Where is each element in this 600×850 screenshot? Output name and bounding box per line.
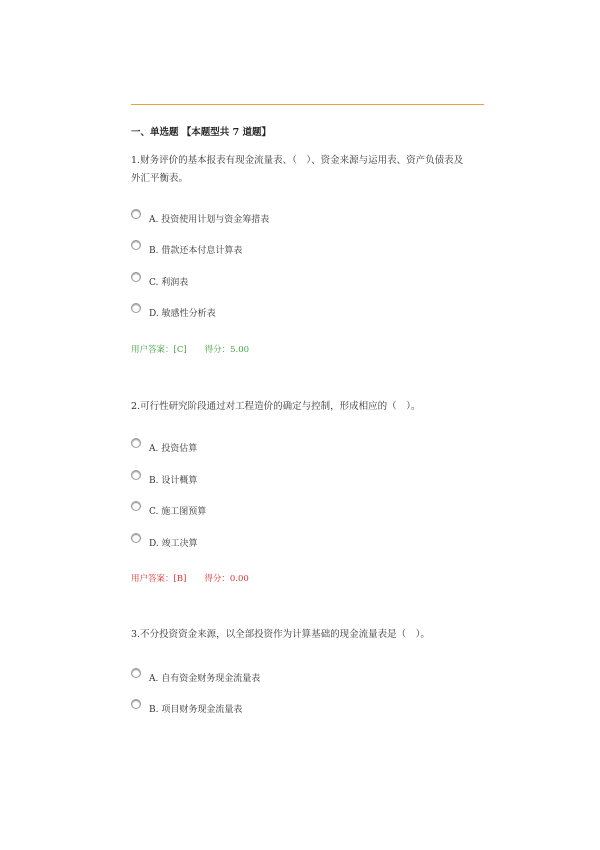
q1-option-b[interactable]	[131, 241, 242, 257]
option-label: B. 借款还本付息计算表	[149, 245, 243, 256]
q1-option-d[interactable]	[131, 304, 216, 320]
q1-option-a[interactable]	[131, 210, 269, 226]
radio-button[interactable]	[131, 209, 141, 219]
score: 得分：5.00	[204, 345, 250, 355]
user-answer: 用户答案：[C]	[131, 345, 187, 355]
q3-option-b[interactable]	[131, 700, 242, 716]
q2-option-b[interactable]	[131, 471, 197, 487]
q2-option-c[interactable]	[131, 502, 206, 518]
radio-button[interactable]	[131, 438, 141, 448]
radio-button[interactable]	[131, 668, 141, 678]
user-answer: 用户答案：[B]	[131, 574, 187, 584]
top-divider	[131, 104, 484, 105]
option-label: B. 项目财务现金流量表	[149, 704, 243, 715]
radio-button[interactable]	[131, 699, 141, 709]
radio-button[interactable]	[131, 272, 141, 282]
radio-button[interactable]	[131, 303, 141, 313]
question-1-text: 1.财务评价的基本报表有现金流量表、（ ）、资金来源与运用表、资产负债表及外汇平衡表。	[131, 155, 464, 184]
q1-answer-row	[131, 343, 249, 355]
option-label: D. 竣工决算	[149, 538, 198, 549]
q2-option-d[interactable]	[131, 534, 198, 550]
option-label: C. 利润表	[149, 277, 189, 288]
section-title: 一、单选题 【本题型共 7 道题】	[131, 127, 272, 138]
q1-option-c[interactable]	[131, 273, 188, 289]
question-2-text: 2.可行性研究阶段通过对工程造价的确定与控制，形成相应的（ ）。	[131, 401, 421, 412]
radio-button[interactable]	[131, 533, 141, 543]
radio-button[interactable]	[131, 470, 141, 480]
q2-option-a[interactable]	[131, 439, 197, 455]
q3-option-a[interactable]	[131, 669, 260, 685]
score: 得分：0.00	[204, 574, 249, 584]
option-label: A. 投资使用计划与资金筹措表	[149, 214, 270, 225]
radio-button[interactable]	[131, 501, 141, 511]
option-label: B. 设计概算	[149, 475, 198, 486]
option-label: A. 自有资金财务现金流量表	[149, 673, 261, 684]
question-3-text: 3.不分投资资金来源，以全部投资作为计算基础的现金流量表是（ ）。	[131, 629, 430, 640]
radio-button[interactable]	[131, 240, 141, 250]
option-label: C. 施工图预算	[149, 506, 207, 517]
option-label: A. 投资估算	[149, 443, 198, 454]
option-label: D. 敏感性分析表	[149, 308, 216, 319]
q2-answer-row	[131, 572, 249, 584]
